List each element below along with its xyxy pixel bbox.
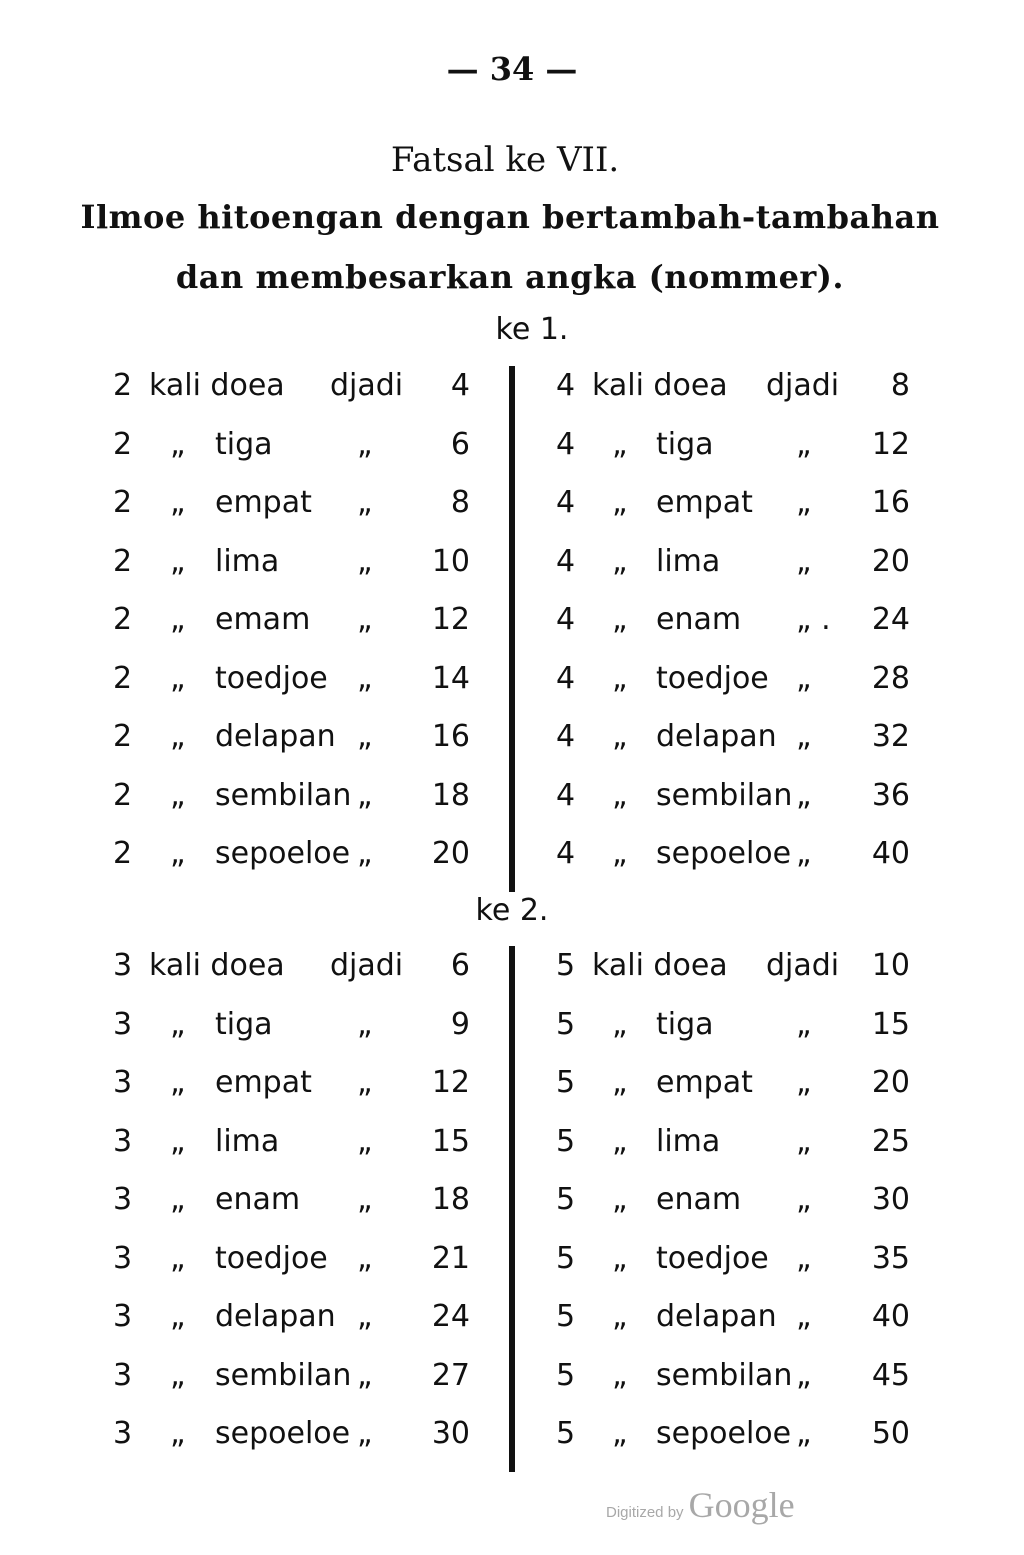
table-row	[0, 358, 1024, 416]
table-cell: sepoeloe	[215, 1416, 351, 1451]
table-cell: „	[612, 1357, 628, 1393]
table-cell: 21	[431, 1240, 470, 1276]
table-cell: „	[357, 1240, 373, 1276]
heading-line-1: Ilmoe hitoengan dengan bertambah-tambahan	[80, 198, 940, 236]
table-cell: 3	[113, 1357, 133, 1393]
table-cell: tiga	[215, 426, 273, 462]
table-cell: enam	[656, 1182, 742, 1217]
table-cell: 8	[450, 485, 470, 520]
table-cell: 2	[113, 602, 133, 637]
page-number: — 34 —	[446, 50, 578, 88]
table-cell: „	[612, 1240, 628, 1276]
table-cell: „	[612, 1182, 628, 1217]
table-cell: 3	[113, 1299, 133, 1334]
table-cell: enam	[215, 1182, 301, 1217]
table-cell: 18	[431, 1182, 470, 1217]
table-cell: „	[796, 836, 812, 871]
table-cell: sepoeloe	[215, 836, 351, 871]
table-cell: sembilan	[656, 777, 793, 813]
table-cell: tiga	[656, 1006, 714, 1042]
table-cell: „	[357, 1182, 373, 1217]
table-cell: „	[612, 1416, 628, 1451]
digitized-watermark	[606, 1484, 795, 1526]
table-cell: „	[357, 777, 373, 813]
table-cell: „	[612, 1006, 628, 1042]
table-cell: „	[170, 777, 186, 813]
table-cell: „	[357, 719, 373, 754]
table-cell: „	[170, 1006, 186, 1042]
table-row	[0, 1406, 1024, 1464]
table-row	[0, 1114, 1024, 1172]
table-cell: „	[170, 836, 186, 871]
section-label-2: ke 2.	[475, 893, 549, 928]
table-cell: „	[357, 1006, 373, 1042]
table-cell: „	[170, 1240, 186, 1276]
table-cell: 4	[556, 719, 576, 754]
heading-line-2: dan membesarkan angka (nommer).	[175, 258, 845, 296]
table-cell: delapan	[215, 719, 336, 754]
table-cell: 25	[871, 1123, 910, 1159]
table-cell: 4	[556, 660, 576, 696]
table-cell: kali doea	[149, 368, 285, 403]
table-cell: „	[612, 426, 628, 462]
table-cell: „	[170, 602, 186, 637]
table-cell: kali doea	[149, 948, 285, 983]
table-cell: sembilan	[215, 777, 352, 813]
table-cell: 6	[450, 948, 470, 983]
table-row	[0, 709, 1024, 767]
table-cell: „	[796, 1182, 812, 1217]
table-cell: 5	[556, 1416, 576, 1451]
table-cell: sepoeloe	[656, 836, 792, 871]
table-cell: sepoeloe	[656, 1416, 792, 1451]
table-cell: „	[796, 1240, 812, 1276]
table-cell: lima	[656, 1123, 721, 1159]
table-cell: „	[612, 543, 628, 579]
table-cell: 40	[871, 836, 910, 871]
table-cell: 2	[113, 485, 133, 520]
table-cell: 16	[431, 719, 470, 754]
table-cell: 3	[113, 1240, 133, 1276]
table-row	[0, 1172, 1024, 1230]
table-cell: empat	[215, 1065, 312, 1100]
table-cell: lima	[215, 1123, 280, 1159]
table-cell: 4	[556, 485, 576, 520]
table-cell: „	[796, 485, 812, 520]
table-cell: „	[796, 1006, 812, 1042]
table-cell: „	[170, 1182, 186, 1217]
table-cell: 2	[113, 543, 133, 579]
table-cell: „	[796, 1299, 812, 1334]
table-cell: 5	[556, 948, 576, 983]
table-cell: 9	[450, 1006, 470, 1042]
table-cell: „	[170, 1416, 186, 1451]
table-cell: emam	[215, 602, 311, 637]
table-cell: djadi	[330, 948, 404, 983]
table-cell: 4	[450, 368, 470, 403]
table-row	[0, 1289, 1024, 1347]
table-cell: „ .	[796, 602, 831, 637]
table-cell: 10	[871, 948, 910, 983]
table-cell: 36	[871, 777, 910, 813]
table-cell: 8	[890, 368, 910, 403]
table-cell: 3	[113, 1182, 133, 1217]
table-cell: „	[170, 660, 186, 696]
table-cell: 3	[113, 1416, 133, 1451]
table-cell: „	[170, 1299, 186, 1334]
table-cell: „	[796, 1123, 812, 1159]
table-cell: 5	[556, 1065, 576, 1100]
table-cell: 50	[871, 1416, 910, 1451]
table-cell: „	[357, 660, 373, 696]
table-row	[0, 592, 1024, 650]
table-cell: 2	[113, 368, 133, 403]
table-cell: 5	[556, 1123, 576, 1159]
table-cell: 15	[431, 1123, 470, 1159]
table-cell: 15	[871, 1006, 910, 1042]
table-cell: sembilan	[656, 1357, 793, 1393]
table-cell: „	[796, 1357, 812, 1393]
table-cell: „	[796, 660, 812, 696]
table-row	[0, 1231, 1024, 1289]
table-cell: empat	[656, 485, 753, 520]
table-cell: empat	[656, 1065, 753, 1100]
table-cell: „	[170, 719, 186, 754]
table-cell: 3	[113, 1006, 133, 1042]
table-cell: 27	[431, 1357, 470, 1393]
table-cell: lima	[656, 543, 721, 579]
table-cell: 3	[113, 1065, 133, 1100]
table-cell: delapan	[215, 1299, 336, 1334]
table-cell: „	[612, 660, 628, 696]
table-cell: 4	[556, 602, 576, 637]
table-cell: 12	[871, 426, 910, 462]
table-cell: 20	[871, 1065, 910, 1100]
table-cell: „	[796, 777, 812, 813]
table-cell: 16	[871, 485, 910, 520]
table-cell: 3	[113, 1123, 133, 1159]
table-row	[0, 417, 1024, 475]
table-cell: „	[612, 836, 628, 871]
table-cell: delapan	[656, 1299, 777, 1334]
table-cell: 2	[113, 836, 133, 871]
table-cell: kali doea	[592, 948, 728, 983]
table-cell: kali doea	[592, 368, 728, 403]
table-cell: sembilan	[215, 1357, 352, 1393]
table-cell: toedjoe	[656, 1240, 769, 1276]
table-cell: 14	[431, 660, 470, 696]
table-cell: 10	[431, 543, 470, 579]
table-cell: 5	[556, 1182, 576, 1217]
section-label-1: ke 1.	[495, 312, 569, 347]
table-cell: djadi	[330, 368, 404, 403]
table-cell: „	[170, 485, 186, 520]
table-cell: „	[612, 602, 628, 637]
table-cell: „	[612, 1123, 628, 1159]
table-cell: 12	[431, 602, 470, 637]
table-cell: toedjoe	[215, 1240, 328, 1276]
table-cell: tiga	[656, 426, 714, 462]
table-cell: „	[796, 1416, 812, 1451]
table-row	[0, 826, 1024, 884]
table-row	[0, 768, 1024, 826]
table-cell: toedjoe	[656, 660, 769, 696]
table-cell: 2	[113, 426, 133, 462]
table-row	[0, 534, 1024, 592]
table-cell: 32	[871, 719, 910, 754]
table-cell: „	[170, 543, 186, 579]
table-cell: „	[357, 426, 373, 462]
table-cell: „	[612, 485, 628, 520]
table-cell: 5	[556, 1240, 576, 1276]
table-cell: „	[357, 1065, 373, 1100]
table-cell: „	[357, 1416, 373, 1451]
table-cell: delapan	[656, 719, 777, 754]
table-cell: 4	[556, 543, 576, 579]
table-cell: 30	[871, 1182, 910, 1217]
table-cell: 3	[113, 948, 133, 983]
table-cell: „	[612, 1299, 628, 1334]
table-cell: „	[796, 1065, 812, 1100]
table-cell: 4	[556, 368, 576, 403]
table-cell: 24	[871, 602, 910, 637]
table-cell: lima	[215, 543, 280, 579]
table-cell: 40	[871, 1299, 910, 1334]
table-cell: 4	[556, 426, 576, 462]
table-cell: „	[357, 543, 373, 579]
table-cell: „	[357, 1357, 373, 1393]
table-cell: 2	[113, 660, 133, 696]
table-cell: „	[170, 426, 186, 462]
table-cell: toedjoe	[215, 660, 328, 696]
table-cell: 12	[431, 1065, 470, 1100]
table-cell: 20	[871, 543, 910, 579]
table-cell: „	[612, 1065, 628, 1100]
table-row	[0, 997, 1024, 1055]
table-row	[0, 938, 1024, 996]
table-cell: enam	[656, 602, 742, 637]
chapter-title: Fatsal ke VII.	[390, 140, 620, 180]
table-cell: „	[357, 1299, 373, 1334]
table-cell: djadi	[766, 368, 840, 403]
table-cell: „	[170, 1357, 186, 1393]
table-cell: 45	[871, 1357, 910, 1393]
watermark-prefix: Digitized by	[606, 1504, 684, 1521]
table-cell: empat	[215, 485, 312, 520]
table-cell: 28	[871, 660, 910, 696]
table-cell: „	[612, 719, 628, 754]
table-cell: „	[796, 543, 812, 579]
table-cell: „	[612, 777, 628, 813]
table-cell: „	[357, 836, 373, 871]
table-cell: 18	[431, 777, 470, 813]
table-cell: 5	[556, 1357, 576, 1393]
watermark-brand: Google	[688, 1485, 795, 1525]
table-cell: 4	[556, 777, 576, 813]
table-cell: 6	[450, 426, 470, 462]
table-cell: 2	[113, 719, 133, 754]
table-row	[0, 475, 1024, 533]
table-cell: „	[170, 1065, 186, 1100]
table-cell: 4	[556, 836, 576, 871]
table-cell: 30	[431, 1416, 470, 1451]
table-cell: 35	[871, 1240, 910, 1276]
table-cell: „	[357, 485, 373, 520]
table-cell: „	[170, 1123, 186, 1159]
table-cell: „	[357, 602, 373, 637]
table-cell: 24	[431, 1299, 470, 1334]
table-row	[0, 651, 1024, 709]
table-cell: „	[357, 1123, 373, 1159]
table-cell: tiga	[215, 1006, 273, 1042]
table-row	[0, 1348, 1024, 1406]
table-row	[0, 1055, 1024, 1113]
table-cell: 20	[431, 836, 470, 871]
table-cell: 2	[113, 777, 133, 813]
table-cell: 5	[556, 1006, 576, 1042]
table-cell: „	[796, 426, 812, 462]
table-cell: djadi	[766, 948, 840, 983]
table-cell: 5	[556, 1299, 576, 1334]
table-cell: „	[796, 719, 812, 754]
